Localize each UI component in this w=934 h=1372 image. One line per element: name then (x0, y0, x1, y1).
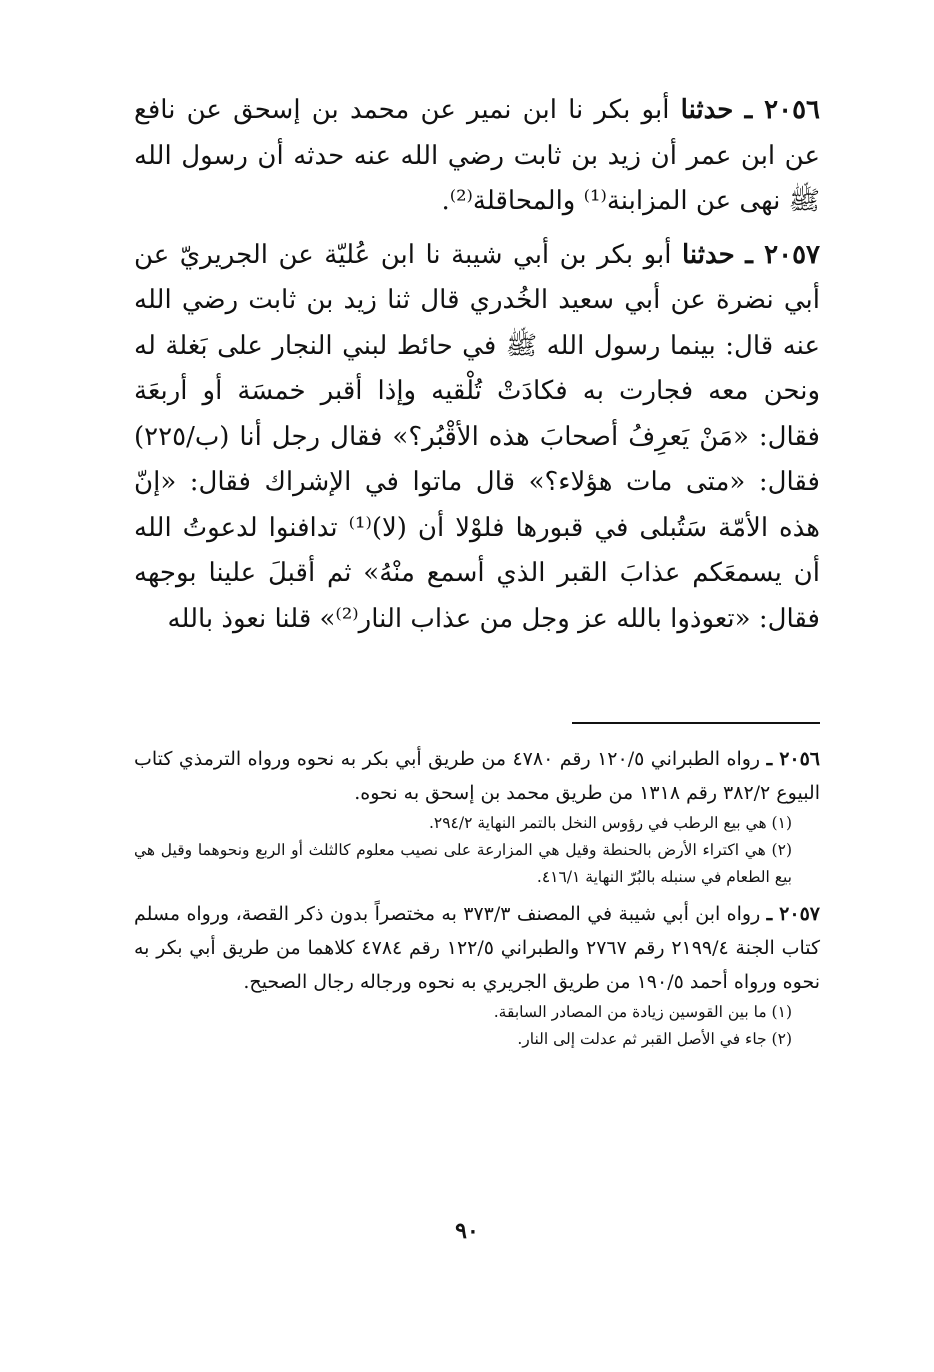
footnote-1: (١) ما بين القوسين زيادة من المصادر السابقة. (493, 1003, 792, 1021)
main-text (134, 88, 820, 648)
page-number: ٩٠ (455, 1218, 479, 1244)
footnote-divider (572, 722, 820, 724)
footnote-2: (٢) هي اكتراء الأرض بالحنطة وقيل هي المزارعة على نصيب معلوم كالثلث أو الربع ونحوهما وقيل هي بيع الطعام في سنبله بالبُرّ النهاية ٤١٦/١. (134, 841, 792, 886)
note-2056 (134, 742, 820, 891)
hadith-text: أبو بكر نا ابن نمير عن محمد بن إسحق عن نافع عن ابن عمر أن زيد بن ثابت رضي الله عنه حدثه أن رسول الله ﷺ نهى عن المزابنة⁽¹⁾ والمحاقلة⁽²⁾. (134, 95, 820, 216)
note-2057 (134, 897, 820, 1053)
hadith-2056 (134, 88, 820, 225)
footnote-2: (٢) جاء في الأصل القبر ثم عدلت إلى النار. (517, 1030, 792, 1048)
footnotes-section (134, 742, 820, 1059)
hadith-lead: حدثنا (680, 95, 734, 125)
hadith-2057 (134, 233, 820, 643)
note-body: رواه الطبراني ١٢٠/٥ رقم ٤٧٨٠ من طريق أبي بكر به نحوه ورواه الترمذي كتاب البيوع ٣٨٢/٢ رقم ١٣١٨ من طريق محمد بن إسحق به نحوه. (134, 748, 820, 804)
note-number: ٢٠٥٦ ـ (766, 748, 821, 770)
takhrij-text (134, 742, 820, 810)
note-body: رواه ابن أبي شيبة في المصنف ٣٧٣/٣ به مختصراً بدون ذكر القصة، ورواه مسلم كتاب الجنة ٢١٩٩/٤ رقم ٢٧٦٧ والطبراني ١٢٢/٥ رقم ٤٧٨٤ كلاهما من طريق أبي بكر به نحوه ورواه أحمد ١٩٠/٥ من طريق الجريري به نحوه ورجاله رجال الصحيح. (134, 903, 821, 993)
hadith-lead: حدثنا (682, 239, 735, 270)
footnote-1: (١) هي بيع الرطب في رؤوس النخل بالتمر النهاية ٢٩٤/٢. (428, 814, 792, 832)
hadith-number: ٢٠٥٦ ـ (744, 95, 821, 125)
hadith-text: أبو بكر بن أبي شيبة نا ابن عُليّة عن الجريريّ عن أبي نضرة عن أبي سعيد الخُدري قال ثنا زيد بن ثابت رضي الله عنه قال: بينما رسول الله ﷺ في حائط لبني النجار على بَغلة له ونحن معه فجارت به فكادَتْ تُلْقيه وإذا أقبر خمسَة أو أربعَة فقال: «مَنْ يَعرِفُ أصحابَ هذه الأقْبُر؟» فقال رجل أنا (ب/٢٢٥) فقال: «متى مات هؤلاء؟» قال ماتوا في الإشراك فقال: «إنّ هذه الأمّة سَتُبلى في قبورها فلوْلا أن (لا)⁽¹⁾ تدافنوا لدعوتُ الله أن يسمعَكم عذابَ القبر الذي أسمع منْهُ» ثم أقبلَ علينا بوجهه فقال: «تعوذوا بالله عز وجل من عذاب النار⁽²⁾» قلنا نعوذ بالله (134, 239, 820, 634)
hadith-number: ٢٠٥٧ ـ (745, 239, 820, 270)
note-number: ٢٠٥٧ ـ (766, 903, 820, 925)
takhrij-text (134, 897, 820, 999)
